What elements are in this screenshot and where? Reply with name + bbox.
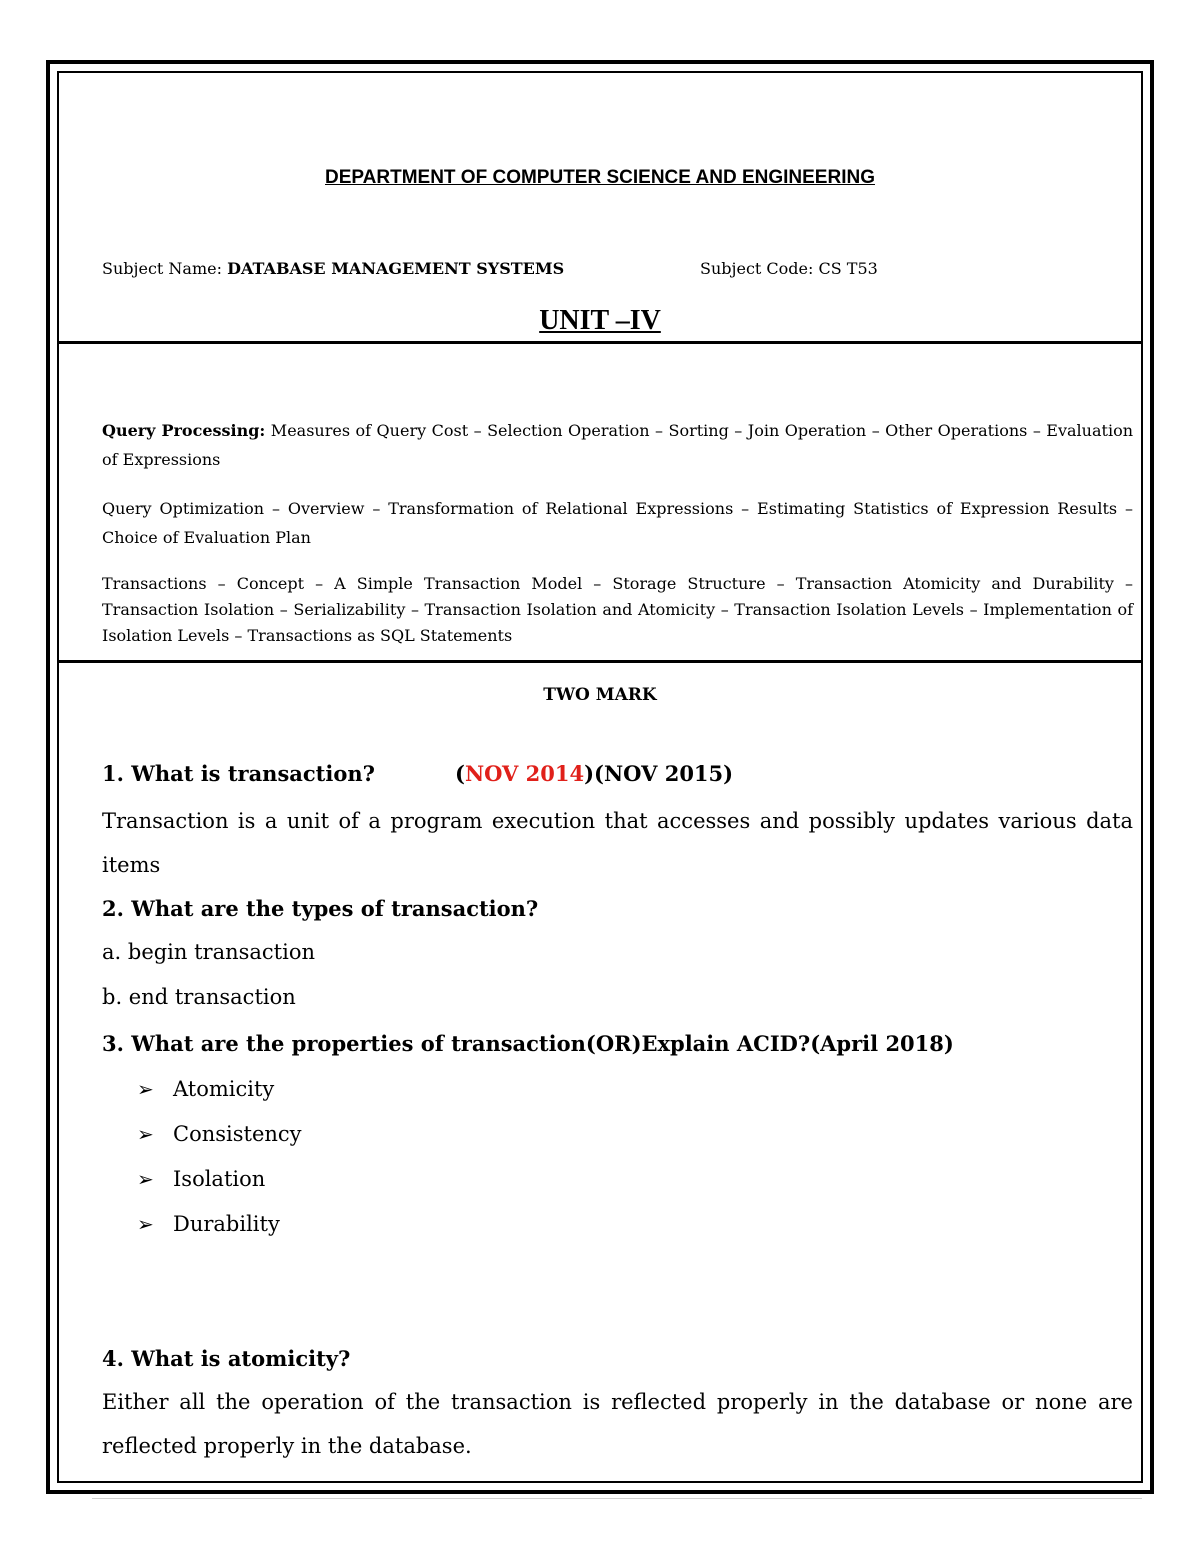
list-item-text: Consistency <box>173 1122 302 1146</box>
page-border-outer <box>46 60 1154 1494</box>
subject-code-value: CS T53 <box>818 259 878 278</box>
page-border-inner <box>57 71 1143 1483</box>
divider-1 <box>59 341 1141 344</box>
syllabus-query-processing <box>102 416 1133 474</box>
syllabus-query-optimization: Query Optimization – Overview – Transformation of Relational Expressions – Estimating Statistics of Expression Results – Choice of Evaluation Plan <box>102 499 1133 547</box>
answer-1: Transaction is a unit of a program execution that accesses and possibly updates various data items <box>102 809 1133 877</box>
arrow-bullet-icon: ➢ <box>137 1077 154 1101</box>
arrow-bullet-icon: ➢ <box>137 1212 154 1236</box>
tag-nov-2014: NOV 2014 <box>464 761 585 786</box>
unit-title: UNIT –IV <box>539 305 661 336</box>
syllabus-label: Query Processing: <box>102 421 266 440</box>
footer-rule <box>92 1498 1142 1499</box>
subject-name <box>102 259 564 278</box>
department-heading: DEPARTMENT OF COMPUTER SCIENCE AND ENGINEERING <box>325 167 875 188</box>
syllabus-text: Measures of Query Cost – Selection Operation – Sorting – Join Operation – Other Operations – Evaluation of Expressions <box>102 421 1134 469</box>
tag-nov-2015: )(NOV 2015) <box>584 761 734 786</box>
question-4: 4. What is atomicity? <box>102 1346 351 1371</box>
subject-name-label: Subject Name: <box>102 259 228 278</box>
tag-open: ( <box>455 761 465 786</box>
list-item <box>137 1122 302 1146</box>
subject-name-value: DATABASE MANAGEMENT SYSTEMS <box>227 259 565 278</box>
question-1 <box>102 761 1133 786</box>
list-item-text: Atomicity <box>173 1077 275 1101</box>
question-1-text: 1. What is transaction? <box>102 761 375 786</box>
list-item-text: Durability <box>173 1212 280 1236</box>
list-item-text: Isolation <box>173 1167 266 1191</box>
question-3: 3. What are the properties of transaction(OR)Explain ACID?(April 2018) <box>102 1031 954 1056</box>
section-title: TWO MARK <box>543 685 657 705</box>
divider-2 <box>59 660 1141 663</box>
list-item <box>137 1212 280 1236</box>
arrow-bullet-icon: ➢ <box>137 1122 154 1146</box>
arrow-bullet-icon: ➢ <box>137 1167 154 1191</box>
subject-code-label: Subject Code: <box>700 259 819 278</box>
question-1-tag <box>455 761 733 786</box>
answer-2a: a. begin transaction <box>102 940 316 964</box>
answer-4: Either all the operation of the transaction is reflected properly in the database or none are reflected properly in the database. <box>102 1390 1133 1458</box>
question-2: 2. What are the types of transaction? <box>102 896 539 921</box>
list-item <box>137 1167 265 1191</box>
subject-code <box>700 259 878 278</box>
syllabus-transactions: Transactions – Concept – A Simple Transaction Model – Storage Structure – Transaction Atomicity and Durability – Transaction Isolation – Serializability – Transaction Isolation and Atomicity – Transaction Isolation Levels – Implementation of Isolation Levels – Transactions as SQL Statements <box>102 574 1133 645</box>
list-item <box>137 1077 274 1101</box>
answer-2b: b. end transaction <box>102 985 296 1009</box>
